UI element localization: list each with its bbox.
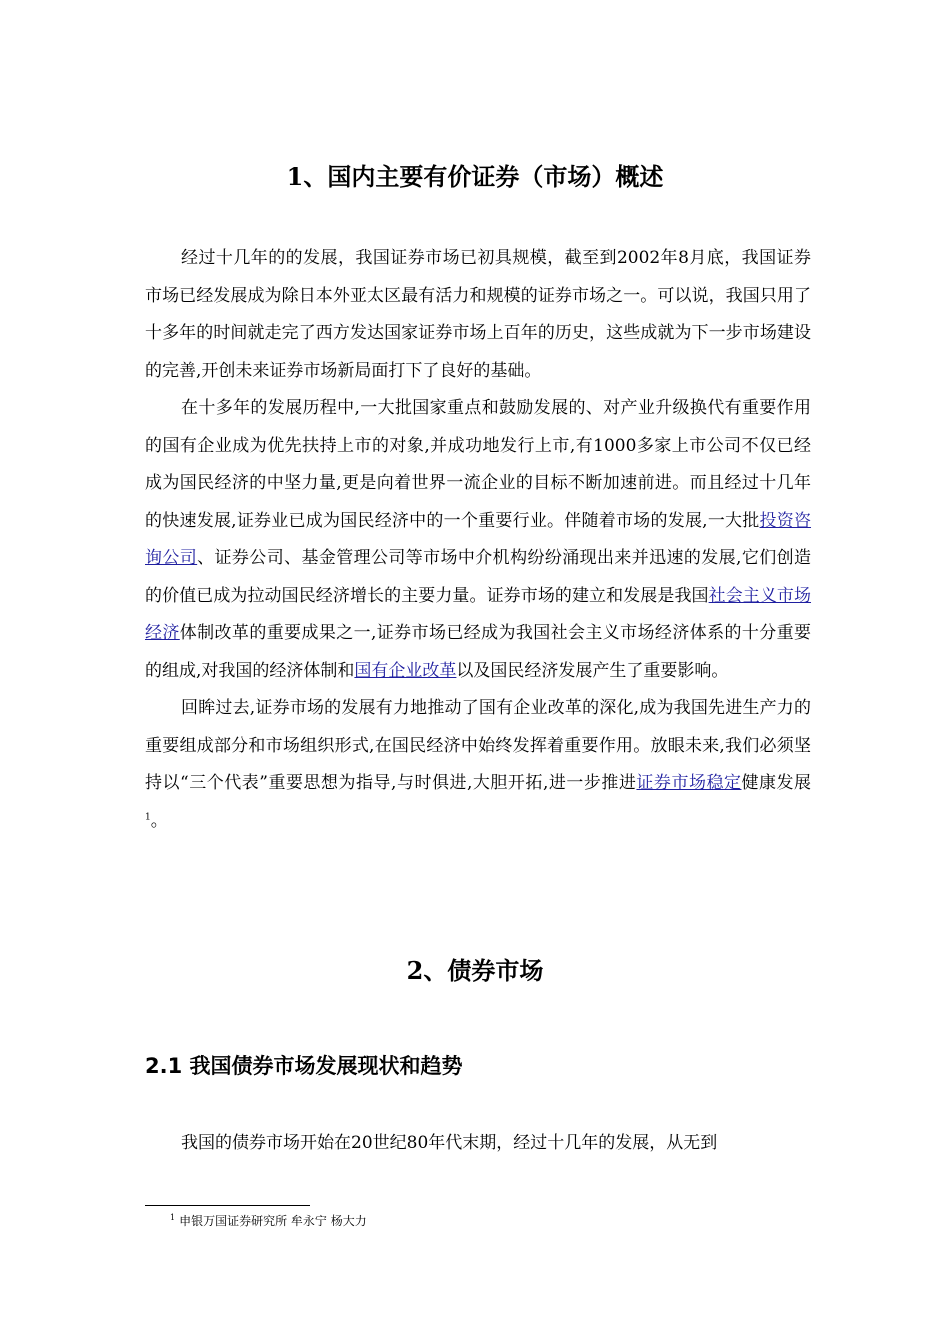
link-soe-reform[interactable]: 国有企业改革: [354, 660, 457, 681]
paragraph-3: [145, 690, 811, 840]
paragraph-1: 经过十几年的的发展，我国证券市场已初具规模，截至到2002年8月底，我国证券市场已经发展成为除日本外亚太区最有活力和规模的证券市场之一。可以说，我国只用了十多年的时间就走完了西方发达国家证券市场上百年的历史，这些成就为下一步市场建设的完善,开创未来证券市场新局面打下了良好的基础。: [145, 248, 811, 381]
footnote-separator: [145, 1205, 310, 1206]
paragraph-3-text-2: 健康发展: [741, 773, 812, 793]
link-market-stability[interactable]: 证券市场稳定: [636, 773, 742, 793]
section-2-title: 2、债券市场: [406, 956, 544, 985]
paragraph-3-text-1: 回眸过去,证券市场的发展有力地推动了国有企业改革的深化,成为我国先进生产力的重要组成部分和市场组织形式,在国民经济中始终发挥着重要作用。放眼未来,我们必须坚持以“三个代表”重要思想为指导,与时俱进,大胆开拓,进一步推进: [145, 698, 811, 793]
paragraph-2-text-2: 、证券公司、基金管理公司等市场中介机构纷纷涌现出来并迅速的发展,它们创造的价值已成为拉动国民经济增长的主要力量。证券市场的建立和发展是我国: [145, 548, 812, 606]
footnote-mark: 1: [170, 1213, 176, 1222]
link-socialist-market-economy[interactable]: 社会主义市场经济: [145, 585, 812, 643]
paragraph-2-text-4: 以及国民经济发展产生了重要影响。: [456, 660, 729, 681]
paragraph-2-text-3: 体制改革的重要成果之一,证券市场已经成为我国社会主义市场经济体系的十分重要的组成,对我国的经济体制和: [145, 623, 812, 681]
section-1-title: 1、国内主要有价证券（市场）概述: [286, 162, 664, 191]
section-2-body: [145, 1125, 811, 1163]
paragraph-4: 我国的债券市场开始在20世纪80年代末期，经过十几年的发展，从无到: [181, 1133, 718, 1153]
paragraph-3-text-3: 。: [150, 810, 168, 831]
link-investment-consulting[interactable]: 投资咨询公司: [145, 510, 812, 568]
subsection-2-1-title: 2.1 我国债券市场发展现状和趋势: [145, 1054, 463, 1078]
paragraph-2-text-1: 在十多年的发展历程中,一大批国家重点和鼓励发展的、对产业升级换代有重要作用的国有企业成为优先扶持上市的对象,并成功地发行上市,有1000多家上市公司不仅已经成为国民经济的中坚力量,更是向着世界一流企业的目标不断加速前进。而且经过十几年的快速发展,证券业已成为国民经济中的一个重要行业。伴随着市场的发展,一大批: [145, 398, 811, 531]
paragraph-2: [145, 390, 811, 690]
section-1-body: [145, 240, 811, 840]
footnote-reference[interactable]: 1: [145, 811, 151, 822]
footnote: [170, 1212, 367, 1230]
footnote-text: 申银万国证券研究所 牟永宁 杨大力: [179, 1214, 367, 1228]
